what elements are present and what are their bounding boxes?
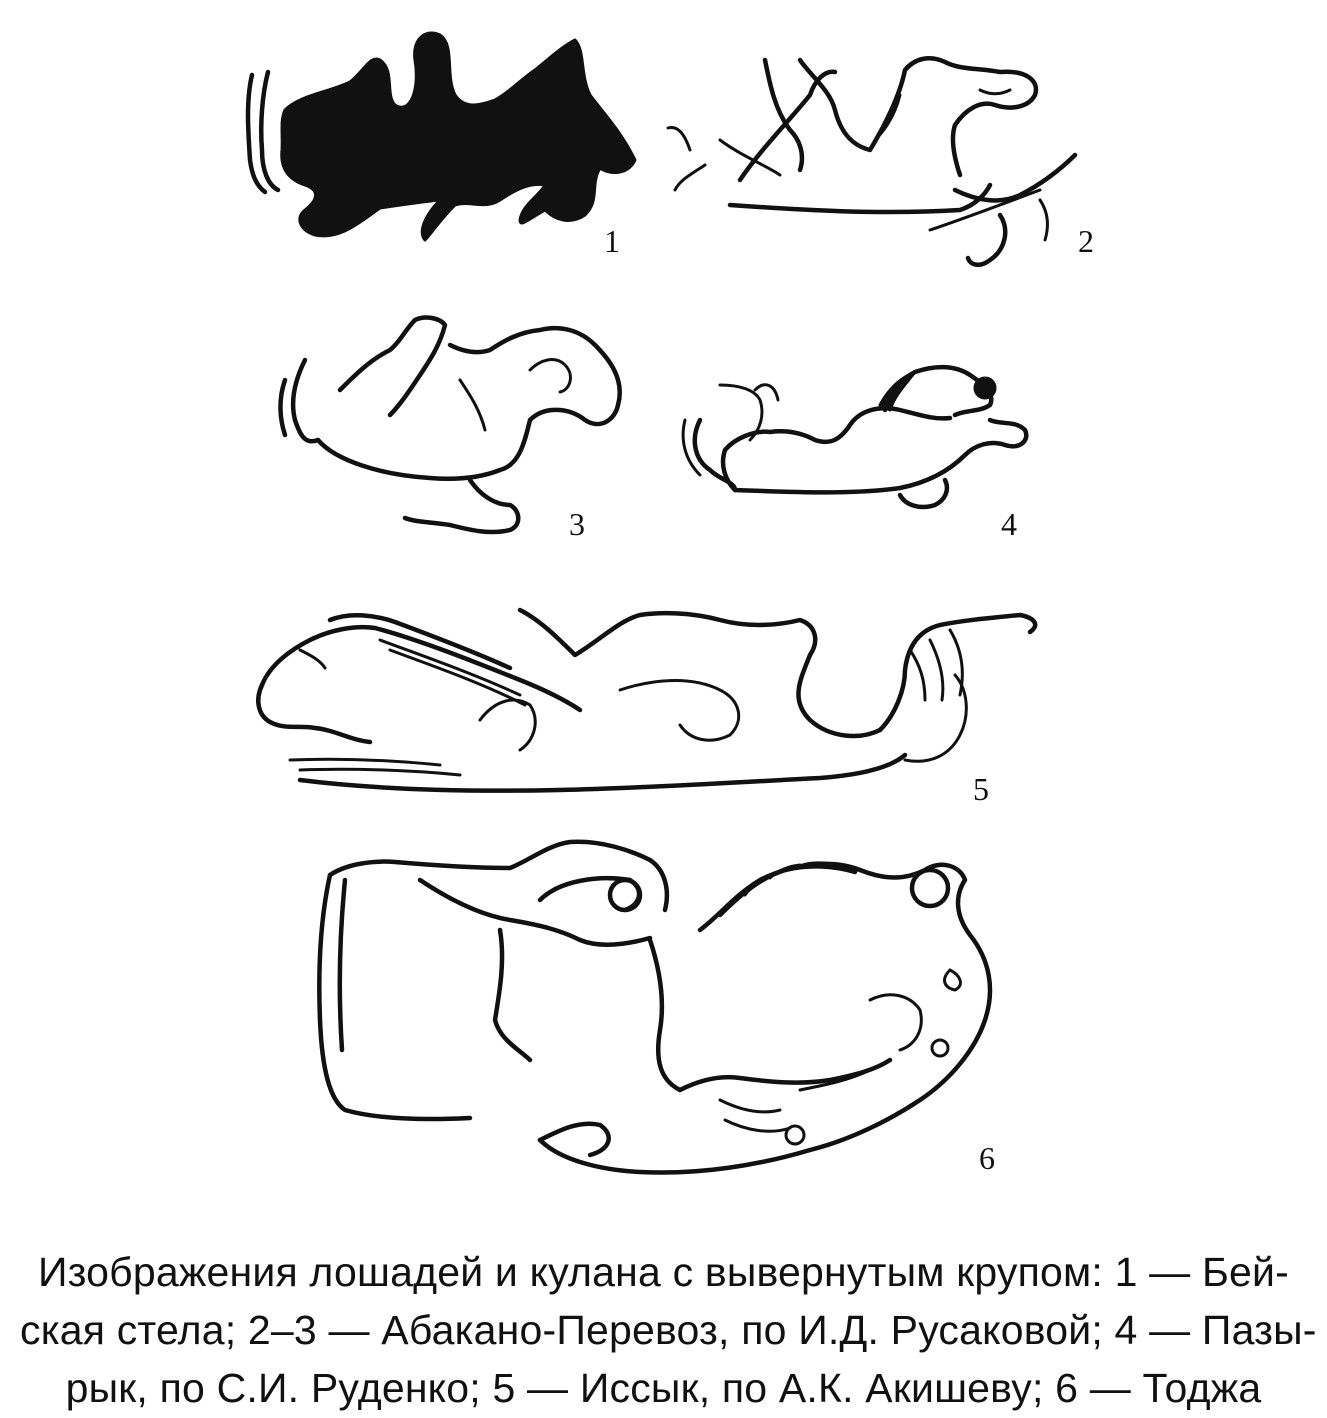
figure-5-number: 5 [973,771,989,807]
figure-2-drawing [668,58,1075,264]
figure-caption [20,1243,1317,1417]
caption-line-1: Изображения лошадей и кулана с вывернутым крупом: 1 — Бей- [37,1249,1290,1295]
figure-3-number: 3 [569,506,585,542]
figure-2-number: 2 [1078,223,1094,259]
figure-5-drawing [258,610,1035,791]
caption-line-2: ская стела; 2–3 — Абакано-Перевоз, по И.Д. Русаковой; 4 — Пазы- [20,1307,1317,1353]
figure-1-drawing [248,33,635,240]
caption-line-3: рык, по С.И. Руденко; 5 — Иссык, по А.К. Акишеву; 6 — Тоджа [65,1365,1262,1411]
figure-3-drawing [280,318,619,533]
figure-4-drawing [683,367,1026,507]
figure-6-drawing [319,842,990,1173]
figure-1-number: 1 [604,223,620,259]
figure-6-number: 6 [979,1140,995,1176]
figure-4-number: 4 [1001,506,1017,542]
